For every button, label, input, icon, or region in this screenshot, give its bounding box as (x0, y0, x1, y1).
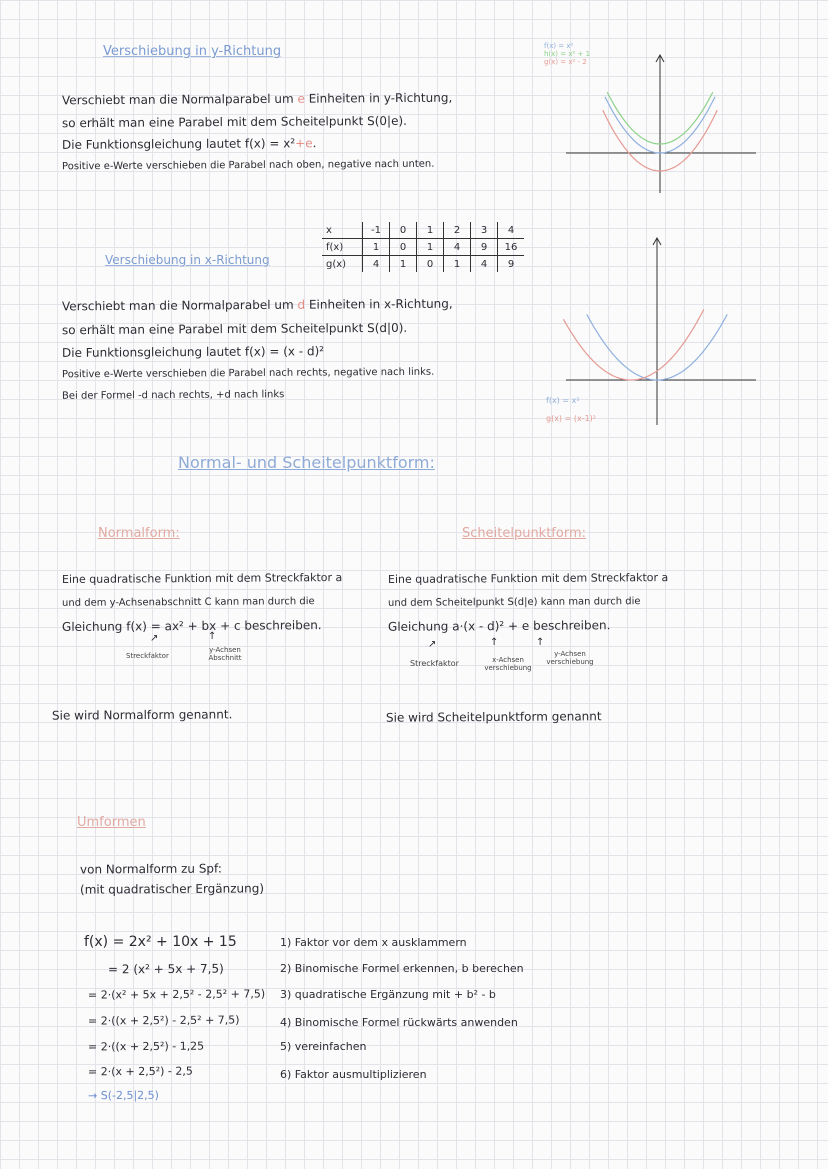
step-item: 3) quadratische Ergänzung mit + b² - b (280, 988, 496, 1001)
heading-x-shift: Verschiebung in x-Richtung (105, 253, 270, 267)
arrow-icon: ↑ (536, 637, 545, 648)
heading-y-shift: Verschiebung in y-Richtung (103, 44, 282, 59)
equation-line: = 2·(x² + 5x + 2,5² - 2,5² + 7,5) (87, 987, 266, 1002)
legend-g: g(x) = x² - 2 (544, 58, 587, 66)
vertex-result: → S(-2,5|2,5) (87, 1088, 159, 1103)
normalform-line-2: und dem y-Achsenabschnitt C kann man durch die (61, 596, 315, 609)
step-item: 4) Binomische Formel rückwärts anwenden (280, 1016, 518, 1029)
normalform-line-3: Gleichung f(x) = ax² + bx + c beschreiben. (61, 618, 322, 634)
equation-line: = 2·((x + 2,5²) - 1,25 (87, 1039, 205, 1054)
vertexform-heading: Scheitelpunktform: (462, 526, 587, 541)
y-shift-line-1: Verschiebt man die Normalparabel um e Einheiten in y-Richtung, (61, 90, 453, 108)
arrow-icon: ↗ (428, 639, 437, 650)
equation-line: f(x) = 2x² + 10x + 15 (84, 934, 237, 950)
label-y-achsen-verschiebung: y-Achsen verschiebung (546, 650, 594, 666)
arrow-icon: ↑ (490, 637, 499, 648)
table-row: x -1 0 1 2 3 4 (322, 222, 524, 239)
vertexform-line-2: und dem Scheitelpunkt S(d|e) kann man durch die (387, 596, 641, 609)
label-streckfaktor: Streckfaktor (410, 659, 459, 668)
parabola-g (563, 309, 703, 380)
x-shift-line-3: Die Funktionsgleichung lautet f(x) = (x - d)² (61, 344, 325, 360)
variable-e: e (297, 91, 305, 106)
label-streckfaktor: Streckfaktor (126, 652, 169, 660)
legend-f: f(x) = x² (544, 42, 574, 50)
x-shift-line-2: so erhält man eine Parabel mit dem Scheitelpunkt S(d|0). (61, 320, 408, 338)
legend-g: g(x) = (x-1)² (546, 414, 597, 423)
vertexform-conclusion: Sie wird Scheitelpunktform genannt (385, 709, 602, 725)
conversion-intro-2: (mit quadratischer Ergänzung) (79, 881, 265, 897)
graph-x-legend (546, 392, 596, 428)
step-item: 1) Faktor vor dem x ausklammern (280, 936, 467, 949)
y-shift-line-2: so erhält man eine Parabel mit dem Scheitelpunkt S(0|e). (61, 113, 407, 131)
arrow-icon: ↗ (150, 633, 159, 644)
equation-line: = 2·((x + 2,5²) - 2,5² + 7,5) (87, 1013, 240, 1028)
x-shift-line-5: Bei der Formel -d nach rechts, +d nach links (61, 389, 285, 402)
y-shift-line-3: Die Funktionsgleichung lautet f(x) = x²+e. (61, 136, 317, 152)
conversion-intro-1: von Normalform zu Spf: (79, 861, 222, 877)
step-item: 5) vereinfachen (280, 1040, 367, 1053)
normalform-conclusion: Sie wird Normalform genannt. (51, 707, 233, 723)
arrow-icon: ↑ (208, 631, 217, 642)
label-x-achsen-verschiebung: x-Achsen verschiebung (484, 656, 532, 672)
step-item: 2) Binomische Formel erkennen, b berechen (280, 962, 524, 975)
vertexform-line-3: Gleichung a·(x - d)² + e beschreiben. (387, 618, 611, 634)
equation-line: = 2·(x + 2,5²) - 2,5 (87, 1064, 193, 1079)
legend-h: h(x) = x² + 1 (544, 50, 591, 58)
normalform-line-1: Eine quadratische Funktion mit dem Streckfaktor a (61, 571, 343, 586)
step-item: 6) Faktor ausmultiplizieren (280, 1068, 427, 1081)
table-row: f(x) 1 0 1 4 9 16 (322, 239, 524, 256)
x-shift-line-4: Positive e-Werte verschieben die Parabel nach rechts, negative nach links. (61, 366, 435, 381)
conversion-heading: Umformen (77, 815, 146, 830)
equation-line: = 2 (x² + 5x + 7,5) (107, 961, 224, 977)
table-row: g(x) 4 1 0 1 4 9 (322, 256, 524, 273)
variable-d: d (297, 297, 306, 312)
normalform-heading: Normalform: (98, 526, 180, 541)
x-shift-line-1: Verschiebt man die Normalparabel um d Einheiten in x-Richtung, (61, 296, 453, 314)
y-shift-line-4: Positive e-Werte verschieben die Parabel nach oben, negative nach unten. (61, 158, 435, 173)
forms-title: Normal- und Scheitelpunktform: (178, 453, 435, 472)
legend-f: f(x) = x² (546, 396, 580, 405)
vertexform-line-1: Eine quadratische Funktion mit dem Streckfaktor a (387, 571, 669, 586)
label-y-achsenabschnitt: y-Achsen Abschnitt (208, 646, 242, 662)
